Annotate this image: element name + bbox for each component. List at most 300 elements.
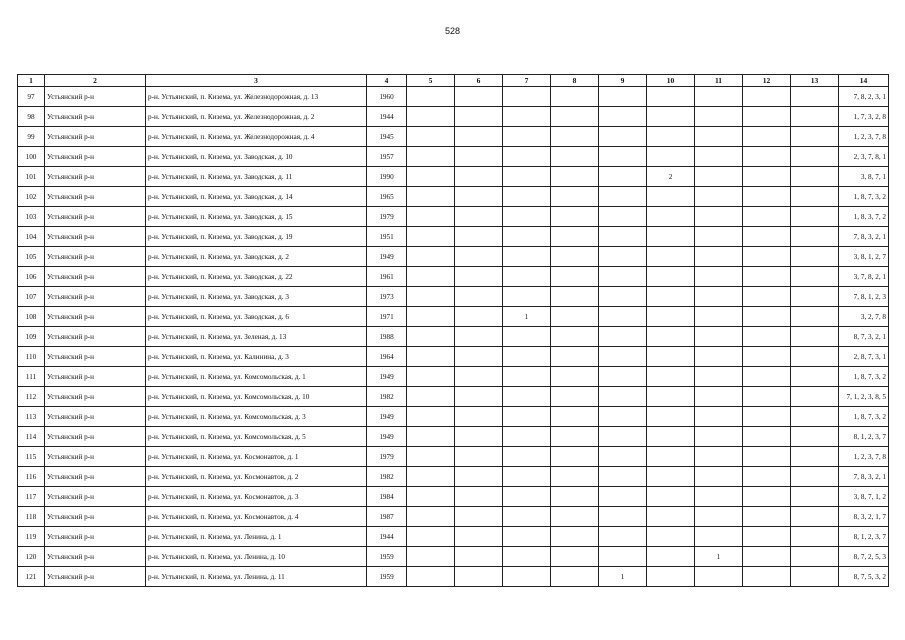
- cell-col-14: 1, 7, 3, 2, 8: [839, 107, 889, 127]
- cell-col-9: [599, 267, 647, 287]
- cell-district: Устьянский р-н: [45, 147, 146, 167]
- table-row: [18, 527, 889, 547]
- cell-address: р-н. Устьянский, п. Кизема, ул. Комсомольская, д. 10: [146, 387, 367, 407]
- cell-col-9: [599, 207, 647, 227]
- column-header-14: 14: [839, 75, 889, 87]
- cell-address: р-н. Устьянский, п. Кизема, ул. Заводская, д. 2: [146, 247, 367, 267]
- cell-col-12: [743, 387, 791, 407]
- cell-col-13: [791, 367, 839, 387]
- cell-col-6: [455, 467, 503, 487]
- cell-col-7: [503, 367, 551, 387]
- cell-col-12: [743, 127, 791, 147]
- cell-address: р-н. Устьянский, п. Кизема, ул. Заводская, д. 11: [146, 167, 367, 187]
- cell-col-11: [695, 127, 743, 147]
- cell-row-number: 103: [18, 207, 45, 227]
- table-body: [18, 87, 889, 587]
- cell-col-11: [695, 207, 743, 227]
- cell-col-11: [695, 387, 743, 407]
- cell-year: 1971: [367, 307, 407, 327]
- cell-col-5: [407, 567, 455, 587]
- cell-col-8: [551, 87, 599, 107]
- cell-col-10: [647, 287, 695, 307]
- cell-row-number: 113: [18, 407, 45, 427]
- cell-col-11: 1: [695, 547, 743, 567]
- table-row: [18, 287, 889, 307]
- cell-row-number: 118: [18, 507, 45, 527]
- cell-col-11: [695, 147, 743, 167]
- cell-col-8: [551, 347, 599, 367]
- cell-col-9: [599, 107, 647, 127]
- cell-district: Устьянский р-н: [45, 307, 146, 327]
- cell-col-10: [647, 247, 695, 267]
- cell-col-13: [791, 267, 839, 287]
- cell-col-12: [743, 367, 791, 387]
- cell-row-number: 111: [18, 367, 45, 387]
- cell-col-5: [407, 507, 455, 527]
- cell-col-8: [551, 327, 599, 347]
- cell-col-9: [599, 247, 647, 267]
- cell-col-13: [791, 187, 839, 207]
- cell-col-5: [407, 87, 455, 107]
- cell-col-8: [551, 187, 599, 207]
- column-header-13: 13: [791, 75, 839, 87]
- column-header-7: 7: [503, 75, 551, 87]
- cell-district: Устьянский р-н: [45, 507, 146, 527]
- cell-col-13: [791, 207, 839, 227]
- cell-address: р-н. Устьянский, п. Кизема, ул. Комсомольская, д. 5: [146, 427, 367, 447]
- cell-col-7: [503, 327, 551, 347]
- cell-col-7: [503, 387, 551, 407]
- cell-col-5: [407, 547, 455, 567]
- cell-col-6: [455, 407, 503, 427]
- cell-col-12: [743, 487, 791, 507]
- cell-col-12: [743, 187, 791, 207]
- cell-col-11: [695, 287, 743, 307]
- cell-col-14: 8, 1, 2, 3, 7: [839, 427, 889, 447]
- cell-col-14: 8, 7, 3, 2, 1: [839, 327, 889, 347]
- cell-col-14: 7, 8, 3, 2, 1: [839, 227, 889, 247]
- cell-row-number: 102: [18, 187, 45, 207]
- cell-col-13: [791, 287, 839, 307]
- cell-col-8: [551, 487, 599, 507]
- cell-col-12: [743, 147, 791, 167]
- cell-col-8: [551, 527, 599, 547]
- column-header-9: 9: [599, 75, 647, 87]
- cell-col-14: 3, 8, 7, 1, 2: [839, 487, 889, 507]
- cell-col-11: [695, 187, 743, 207]
- cell-col-10: [647, 547, 695, 567]
- cell-col-6: [455, 307, 503, 327]
- column-header-3: 3: [146, 75, 367, 87]
- cell-col-13: [791, 87, 839, 107]
- cell-year: 1987: [367, 507, 407, 527]
- cell-col-8: [551, 127, 599, 147]
- cell-district: Устьянский р-н: [45, 227, 146, 247]
- cell-col-6: [455, 167, 503, 187]
- cell-col-12: [743, 107, 791, 127]
- cell-district: Устьянский р-н: [45, 427, 146, 447]
- cell-col-13: [791, 247, 839, 267]
- cell-address: р-н. Устьянский, п. Кизема, ул. Комсомольская, д. 1: [146, 367, 367, 387]
- cell-year: 1982: [367, 387, 407, 407]
- cell-col-5: [407, 227, 455, 247]
- cell-col-11: [695, 267, 743, 287]
- cell-year: 1984: [367, 487, 407, 507]
- cell-col-9: [599, 287, 647, 307]
- cell-col-11: [695, 467, 743, 487]
- cell-col-9: [599, 367, 647, 387]
- cell-col-9: [599, 447, 647, 467]
- cell-address: р-н. Устьянский, п. Кизема, ул. Заводская, д. 22: [146, 267, 367, 287]
- cell-col-11: [695, 167, 743, 187]
- cell-col-9: [599, 187, 647, 207]
- cell-col-9: [599, 167, 647, 187]
- cell-col-9: [599, 327, 647, 347]
- cell-col-12: [743, 87, 791, 107]
- cell-col-7: [503, 187, 551, 207]
- cell-col-6: [455, 547, 503, 567]
- cell-col-12: [743, 167, 791, 187]
- cell-year: 1951: [367, 227, 407, 247]
- cell-col-13: [791, 347, 839, 367]
- cell-col-14: 8, 3, 2, 1, 7: [839, 507, 889, 527]
- cell-row-number: 105: [18, 247, 45, 267]
- table-row: [18, 347, 889, 367]
- cell-year: 1965: [367, 187, 407, 207]
- cell-col-7: [503, 407, 551, 427]
- cell-col-14: 1, 8, 3, 7, 2: [839, 207, 889, 227]
- cell-address: р-н. Устьянский, п. Кизема, ул. Железнодорожная, д. 4: [146, 127, 367, 147]
- cell-district: Устьянский р-н: [45, 447, 146, 467]
- cell-col-9: [599, 407, 647, 427]
- cell-col-14: 7, 1, 2, 3, 8, 5: [839, 387, 889, 407]
- column-header-2: 2: [45, 75, 146, 87]
- table-row: [18, 307, 889, 327]
- cell-col-14: 1, 2, 3, 7, 8: [839, 447, 889, 467]
- cell-col-5: [407, 367, 455, 387]
- cell-col-9: [599, 87, 647, 107]
- table-row: [18, 507, 889, 527]
- cell-col-14: 1, 8, 7, 3, 2: [839, 187, 889, 207]
- cell-col-14: 8, 1, 2, 3, 7: [839, 527, 889, 547]
- cell-col-12: [743, 527, 791, 547]
- cell-address: р-н. Устьянский, п. Кизема, ул. Ленина, д. 10: [146, 547, 367, 567]
- cell-year: 1990: [367, 167, 407, 187]
- cell-col-12: [743, 567, 791, 587]
- cell-col-6: [455, 187, 503, 207]
- table-row: [18, 567, 889, 587]
- cell-col-9: [599, 427, 647, 447]
- cell-col-7: [503, 527, 551, 547]
- cell-year: 1945: [367, 127, 407, 147]
- cell-year: 1979: [367, 447, 407, 467]
- cell-col-8: [551, 267, 599, 287]
- cell-district: Устьянский р-н: [45, 467, 146, 487]
- cell-col-13: [791, 427, 839, 447]
- cell-row-number: 115: [18, 447, 45, 467]
- cell-address: р-н. Устьянский, п. Кизема, ул. Космонавтов, д. 3: [146, 487, 367, 507]
- cell-col-6: [455, 527, 503, 547]
- cell-col-10: [647, 267, 695, 287]
- cell-col-6: [455, 347, 503, 367]
- cell-col-8: [551, 167, 599, 187]
- cell-address: р-н. Устьянский, п. Кизема, ул. Заводская, д. 19: [146, 227, 367, 247]
- cell-col-8: [551, 307, 599, 327]
- cell-col-10: [647, 207, 695, 227]
- cell-col-5: [407, 187, 455, 207]
- cell-col-5: [407, 167, 455, 187]
- cell-col-5: [407, 147, 455, 167]
- cell-col-5: [407, 447, 455, 467]
- cell-col-9: [599, 547, 647, 567]
- cell-col-6: [455, 207, 503, 227]
- cell-col-8: [551, 227, 599, 247]
- cell-address: р-н. Устьянский, п. Кизема, ул. Заводская, д. 6: [146, 307, 367, 327]
- cell-col-13: [791, 567, 839, 587]
- cell-col-13: [791, 127, 839, 147]
- cell-col-12: [743, 227, 791, 247]
- cell-col-6: [455, 147, 503, 167]
- cell-district: Устьянский р-н: [45, 107, 146, 127]
- cell-row-number: 119: [18, 527, 45, 547]
- cell-col-7: [503, 467, 551, 487]
- cell-col-8: [551, 247, 599, 267]
- cell-row-number: 116: [18, 467, 45, 487]
- cell-year: 1957: [367, 147, 407, 167]
- cell-col-13: [791, 107, 839, 127]
- cell-col-5: [407, 327, 455, 347]
- cell-col-5: [407, 347, 455, 367]
- cell-col-6: [455, 227, 503, 247]
- cell-col-12: [743, 307, 791, 327]
- cell-year: 1949: [367, 247, 407, 267]
- cell-col-5: [407, 307, 455, 327]
- cell-col-13: [791, 147, 839, 167]
- cell-col-8: [551, 207, 599, 227]
- cell-col-5: [407, 467, 455, 487]
- cell-col-14: 7, 8, 3, 2, 1: [839, 467, 889, 487]
- cell-col-10: [647, 507, 695, 527]
- cell-col-11: [695, 567, 743, 587]
- cell-address: р-н. Устьянский, п. Кизема, ул. Космонавтов, д. 2: [146, 467, 367, 487]
- cell-col-14: 3, 8, 1, 2, 7: [839, 247, 889, 267]
- cell-col-14: 7, 8, 2, 3, 1: [839, 87, 889, 107]
- cell-col-13: [791, 507, 839, 527]
- cell-col-7: [503, 567, 551, 587]
- cell-district: Устьянский р-н: [45, 267, 146, 287]
- cell-district: Устьянский р-н: [45, 287, 146, 307]
- cell-year: 1959: [367, 547, 407, 567]
- cell-col-8: [551, 367, 599, 387]
- cell-col-13: [791, 307, 839, 327]
- table-row: [18, 247, 889, 267]
- cell-col-12: [743, 287, 791, 307]
- cell-col-12: [743, 247, 791, 267]
- cell-address: р-н. Устьянский, п. Кизема, ул. Космонавтов, д. 1: [146, 447, 367, 467]
- cell-col-7: [503, 487, 551, 507]
- cell-col-14: 1, 2, 3, 7, 8: [839, 127, 889, 147]
- cell-col-10: [647, 467, 695, 487]
- cell-col-6: [455, 447, 503, 467]
- cell-col-10: [647, 227, 695, 247]
- cell-address: р-н. Устьянский, п. Кизема, ул. Заводская, д. 10: [146, 147, 367, 167]
- cell-col-5: [407, 267, 455, 287]
- cell-col-13: [791, 407, 839, 427]
- cell-row-number: 106: [18, 267, 45, 287]
- column-header-8: 8: [551, 75, 599, 87]
- table-row: [18, 547, 889, 567]
- page-number: 528: [444, 26, 461, 36]
- cell-col-9: [599, 227, 647, 247]
- cell-row-number: 114: [18, 427, 45, 447]
- column-header-6: 6: [455, 75, 503, 87]
- cell-col-11: [695, 87, 743, 107]
- column-header-10: 10: [647, 75, 695, 87]
- cell-col-7: [503, 167, 551, 187]
- cell-col-7: [503, 207, 551, 227]
- cell-row-number: 108: [18, 307, 45, 327]
- cell-year: 1964: [367, 347, 407, 367]
- table-row: [18, 467, 889, 487]
- cell-col-9: [599, 387, 647, 407]
- cell-col-9: [599, 467, 647, 487]
- cell-col-7: [503, 227, 551, 247]
- cell-col-13: [791, 167, 839, 187]
- cell-col-10: [647, 447, 695, 467]
- cell-col-5: [407, 107, 455, 127]
- cell-address: р-н. Устьянский, п. Кизема, ул. Калинина, д. 3: [146, 347, 367, 367]
- cell-row-number: 117: [18, 487, 45, 507]
- cell-col-6: [455, 427, 503, 447]
- cell-col-9: [599, 147, 647, 167]
- cell-col-6: [455, 367, 503, 387]
- cell-district: Устьянский р-н: [45, 127, 146, 147]
- cell-district: Устьянский р-н: [45, 567, 146, 587]
- cell-district: Устьянский р-н: [45, 247, 146, 267]
- cell-year: 1973: [367, 287, 407, 307]
- cell-row-number: 107: [18, 287, 45, 307]
- cell-year: 1949: [367, 367, 407, 387]
- cell-col-5: [407, 527, 455, 547]
- column-header-1: 1: [18, 75, 45, 87]
- cell-col-10: [647, 307, 695, 327]
- cell-year: 1961: [367, 267, 407, 287]
- cell-address: р-н. Устьянский, п. Кизема, ул. Заводская, д. 14: [146, 187, 367, 207]
- cell-col-5: [407, 207, 455, 227]
- cell-year: 1960: [367, 87, 407, 107]
- cell-address: р-н. Устьянский, п. Кизема, ул. Железнодорожная, д. 13: [146, 87, 367, 107]
- cell-col-6: [455, 507, 503, 527]
- cell-col-10: [647, 147, 695, 167]
- cell-col-6: [455, 107, 503, 127]
- cell-col-13: [791, 547, 839, 567]
- cell-col-10: [647, 387, 695, 407]
- cell-year: 1979: [367, 207, 407, 227]
- housing-table: [17, 74, 889, 587]
- cell-col-11: [695, 427, 743, 447]
- cell-address: р-н. Устьянский, п. Кизема, ул. Заводская, д. 15: [146, 207, 367, 227]
- cell-col-7: [503, 547, 551, 567]
- table-row: [18, 127, 889, 147]
- cell-col-10: [647, 407, 695, 427]
- cell-district: Устьянский р-н: [45, 407, 146, 427]
- cell-address: р-н. Устьянский, п. Кизема, ул. Железнодорожная, д. 2: [146, 107, 367, 127]
- cell-col-5: [407, 387, 455, 407]
- cell-col-14: 2, 3, 7, 8, 1: [839, 147, 889, 167]
- cell-col-14: 2, 8, 7, 3, 1: [839, 347, 889, 367]
- table-row: [18, 327, 889, 347]
- table-row: [18, 227, 889, 247]
- cell-col-7: [503, 147, 551, 167]
- cell-year: 1949: [367, 407, 407, 427]
- cell-col-13: [791, 527, 839, 547]
- cell-col-7: [503, 287, 551, 307]
- cell-col-11: [695, 407, 743, 427]
- cell-col-14: 7, 8, 1, 2, 3: [839, 287, 889, 307]
- cell-col-9: [599, 127, 647, 147]
- cell-address: р-н. Устьянский, п. Кизема, ул. Комсомольская, д. 3: [146, 407, 367, 427]
- cell-year: 1982: [367, 467, 407, 487]
- column-header-12: 12: [743, 75, 791, 87]
- cell-col-9: [599, 527, 647, 547]
- table-row: [18, 407, 889, 427]
- table-row: [18, 367, 889, 387]
- cell-col-8: [551, 567, 599, 587]
- cell-col-7: [503, 87, 551, 107]
- cell-col-5: [407, 127, 455, 147]
- cell-year: 1944: [367, 107, 407, 127]
- cell-district: Устьянский р-н: [45, 527, 146, 547]
- cell-col-14: 8, 7, 5, 3, 2: [839, 567, 889, 587]
- cell-col-14: 1, 8, 7, 3, 2: [839, 367, 889, 387]
- cell-address: р-н. Устьянский, п. Кизема, ул. Ленина, д. 11: [146, 567, 367, 587]
- cell-col-11: [695, 347, 743, 367]
- cell-col-12: [743, 447, 791, 467]
- cell-col-7: [503, 107, 551, 127]
- table-row: [18, 447, 889, 467]
- cell-col-8: [551, 547, 599, 567]
- cell-district: Устьянский р-н: [45, 87, 146, 107]
- cell-col-7: [503, 267, 551, 287]
- cell-col-10: [647, 347, 695, 367]
- cell-col-6: [455, 567, 503, 587]
- cell-col-5: [407, 407, 455, 427]
- cell-col-7: [503, 447, 551, 467]
- cell-row-number: 109: [18, 327, 45, 347]
- cell-row-number: 112: [18, 387, 45, 407]
- cell-row-number: 120: [18, 547, 45, 567]
- cell-col-11: [695, 487, 743, 507]
- cell-col-5: [407, 487, 455, 507]
- cell-district: Устьянский р-н: [45, 347, 146, 367]
- cell-col-12: [743, 327, 791, 347]
- cell-col-10: [647, 327, 695, 347]
- cell-district: Устьянский р-н: [45, 327, 146, 347]
- cell-col-11: [695, 247, 743, 267]
- cell-col-6: [455, 267, 503, 287]
- cell-year: 1959: [367, 567, 407, 587]
- cell-col-12: [743, 547, 791, 567]
- cell-col-8: [551, 467, 599, 487]
- table-row: [18, 387, 889, 407]
- cell-col-11: [695, 227, 743, 247]
- cell-col-12: [743, 267, 791, 287]
- cell-col-10: [647, 187, 695, 207]
- cell-col-8: [551, 407, 599, 427]
- cell-col-14: 3, 2, 7, 8: [839, 307, 889, 327]
- cell-address: р-н. Устьянский, п. Кизема, ул. Заводская, д. 3: [146, 287, 367, 307]
- column-header-4: 4: [367, 75, 407, 87]
